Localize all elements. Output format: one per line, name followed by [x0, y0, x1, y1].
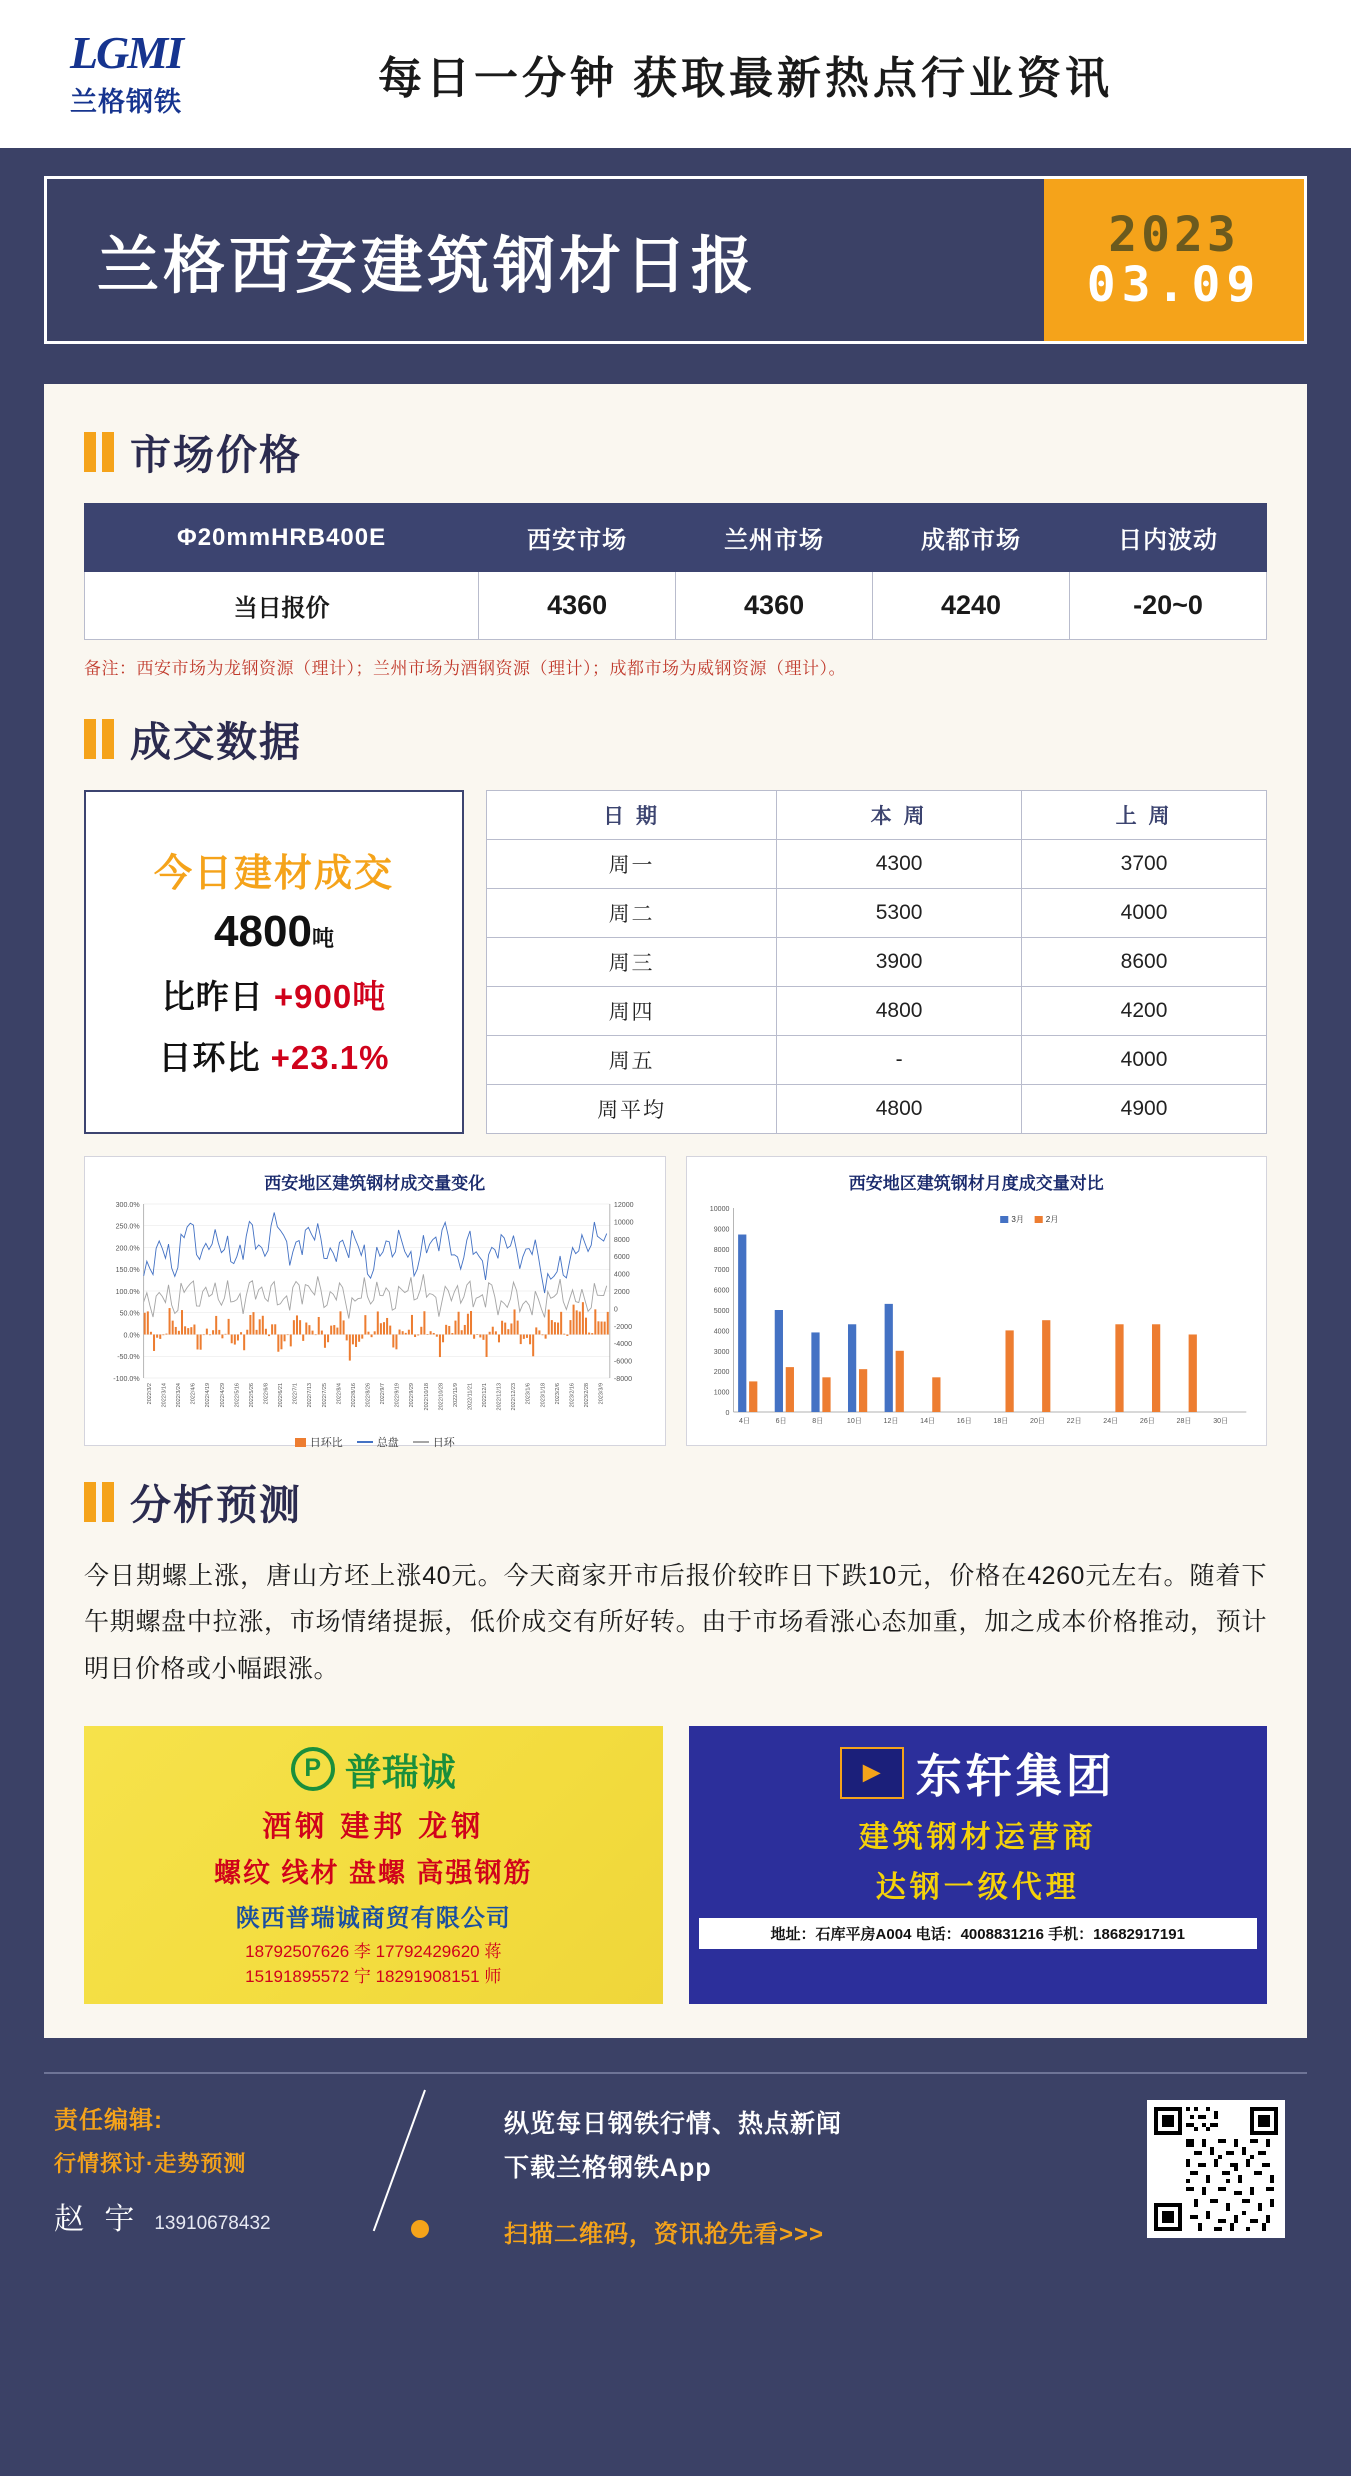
svg-text:4000: 4000: [713, 1328, 729, 1336]
logo-text: 兰格钢铁: [70, 86, 182, 117]
svg-text:2023/1/6: 2023/1/6: [525, 1383, 532, 1405]
price-note: 备注：西安市场为龙钢资源（理计）；兰州市场为酒钢资源（理计）；成都市场为威钢资源（理计）。: [84, 659, 846, 678]
svg-text:10日: 10日: [846, 1418, 862, 1425]
price-col-lanzhou: 兰州市场: [676, 504, 873, 572]
date-monthday: 03.09: [1086, 257, 1262, 313]
compare-yesterday-row: [162, 971, 387, 1018]
svg-text:50.0%: 50.0%: [119, 1310, 140, 1318]
price-col-xian: 西安市场: [479, 504, 676, 572]
section-analysis-title: 分析预测: [130, 1482, 302, 1528]
svg-text:2022/3/14: 2022/3/14: [161, 1383, 168, 1408]
promo-line2: 下载兰格钢铁App: [504, 2153, 712, 2182]
header-bar: [0, 0, 1351, 148]
chart-bar-canvas: [693, 1196, 1261, 1436]
svg-text:2022/6/8: 2022/6/8: [263, 1383, 270, 1405]
svg-text:18日: 18日: [992, 1418, 1008, 1425]
price-row-label: 当日报价: [85, 572, 479, 640]
price-col-chengdu: 成都市场: [873, 504, 1070, 572]
price-col-spec: Φ20mmHRB400E: [85, 504, 479, 572]
charts-row: [84, 1156, 1267, 1449]
table-row: [487, 889, 1267, 938]
svg-text:200.0%: 200.0%: [115, 1245, 140, 1253]
qr-code-icon[interactable]: [1147, 2100, 1285, 2238]
week-this: 4800: [777, 1085, 1022, 1134]
editor-name-row: [54, 2194, 384, 2238]
svg-text:2023/3/9: 2023/3/9: [598, 1383, 605, 1405]
legend-item: 总盘: [357, 1434, 399, 1450]
week-day: 周三: [487, 938, 777, 987]
today-deal-panel: [84, 790, 464, 1134]
qr-code-svg: [1154, 2107, 1278, 2231]
svg-text:2022/9/29: 2022/9/29: [409, 1383, 416, 1408]
logo: [26, 26, 226, 119]
ad-right-sub2: 达钢一级代理: [875, 1870, 1080, 1904]
svg-text:2000: 2000: [613, 1289, 630, 1296]
svg-text:2000: 2000: [713, 1369, 729, 1377]
price-value-xian: 4360: [479, 572, 676, 640]
section-deal-title: 成交数据: [130, 719, 302, 765]
price-table: [84, 503, 1267, 640]
week-last: 4900: [1022, 1085, 1267, 1134]
svg-text:2022/7/13: 2022/7/13: [307, 1383, 314, 1408]
header-slogan: 每日一分钟 获取最新热点行业资讯: [378, 54, 1113, 103]
svg-text:-6000: -6000: [613, 1358, 633, 1366]
content-card: [44, 384, 1307, 2038]
svg-text:9000: 9000: [713, 1226, 729, 1234]
svg-text:2022/8/16: 2022/8/16: [350, 1383, 357, 1408]
week-day: 周二: [487, 889, 777, 938]
table-header-row: [487, 791, 1267, 840]
editor-phone: 13910678432: [154, 2212, 271, 2234]
svg-text:12000: 12000: [613, 1202, 634, 1209]
svg-text:2022/4/6: 2022/4/6: [190, 1383, 197, 1405]
dongxuan-logo-icon: ►: [840, 1747, 904, 1799]
analysis-text: 今日期螺上涨，唐山方坯上涨40元。今天商家开市后报价较昨日下跌10元，价格在4260元左右。随着下午期螺盘中拉涨，市场情绪提振，低价成交有所好转。由于市场看涨心态加重，加之成本价格推动，预计明日价格或小幅跟涨。: [84, 1562, 1267, 1683]
section-deal-header: [84, 709, 1267, 768]
svg-text:0: 0: [613, 1306, 618, 1314]
svg-text:150.0%: 150.0%: [115, 1267, 140, 1275]
svg-text:2022/10/18: 2022/10/18: [423, 1383, 430, 1411]
svg-text:20日: 20日: [1029, 1418, 1045, 1425]
week-this: 5300: [777, 889, 1022, 938]
svg-text:3000: 3000: [713, 1348, 729, 1356]
week-last: 4200: [1022, 987, 1267, 1036]
ad-left-name: 普瑞诚: [344, 1751, 456, 1793]
svg-text:6000: 6000: [613, 1254, 630, 1262]
svg-text:300.0%: 300.0%: [115, 1202, 140, 1209]
week-col-last: 上 周: [1022, 791, 1267, 840]
week-this: -: [777, 1036, 1022, 1085]
svg-text:2022/4/29: 2022/4/29: [219, 1383, 226, 1408]
svg-text:2023/2/16: 2023/2/16: [569, 1383, 576, 1408]
chart-line-canvas: [91, 1196, 659, 1436]
today-deal-amount: [214, 907, 334, 957]
footer-editor: [54, 2100, 384, 2238]
compare-yesterday-value: +900吨: [273, 977, 387, 1015]
ad-right-address: 地址：石库平房A004 电话：4008831216 手机：18682917191: [699, 1918, 1258, 1949]
section-price-header: [84, 422, 1267, 481]
ad-right-sub1: 建筑钢材运营商: [858, 1820, 1097, 1854]
title-block: [44, 176, 1307, 344]
svg-text:2023/2/6: 2023/2/6: [554, 1383, 561, 1405]
date-year: 2023: [1108, 206, 1240, 263]
promo-line1: 纵览每日钢铁行情、热点新闻: [504, 2109, 843, 2138]
table-row: [487, 1085, 1267, 1134]
svg-text:2022/10/28: 2022/10/28: [438, 1383, 445, 1411]
svg-text:2022/4/19: 2022/4/19: [205, 1383, 212, 1408]
footer-promo: [504, 2100, 1147, 2249]
svg-text:250.0%: 250.0%: [115, 1223, 140, 1231]
price-value-fluctuation: -20~0: [1070, 572, 1267, 640]
table-row: [487, 1036, 1267, 1085]
svg-text:2022/6/21: 2022/6/21: [278, 1383, 285, 1408]
price-col-fluctuation: 日内波动: [1070, 504, 1267, 572]
svg-text:2022/9/19: 2022/9/19: [394, 1383, 401, 1408]
ad-dongxuan[interactable]: [689, 1726, 1268, 2004]
ad-puruicheng[interactable]: [84, 1726, 663, 2004]
svg-text:16日: 16日: [956, 1418, 972, 1425]
section-bars-icon: [84, 432, 114, 472]
svg-text:5000: 5000: [713, 1308, 729, 1315]
compare-yesterday-label: 比昨日: [161, 977, 264, 1015]
deal-wrap: [84, 790, 1267, 1134]
svg-text:2022/5/16: 2022/5/16: [234, 1383, 241, 1408]
svg-text:4000: 4000: [613, 1271, 630, 1279]
ring-ratio-row: [158, 1032, 389, 1079]
svg-text:3月: 3月: [1010, 1215, 1024, 1224]
svg-text:2月: 2月: [1045, 1215, 1058, 1224]
week-day: 周四: [487, 987, 777, 1036]
svg-text:-50.0%: -50.0%: [117, 1354, 140, 1362]
ads-row: [84, 1726, 1267, 2004]
today-deal-title: 今日建材成交: [153, 852, 394, 895]
svg-text:0.0%: 0.0%: [123, 1332, 140, 1340]
editor-label: 责任编辑:: [54, 2106, 163, 2134]
svg-text:22日: 22日: [1066, 1418, 1082, 1425]
week-this: 4800: [777, 987, 1022, 1036]
table-row: [487, 840, 1267, 889]
weekly-table: [486, 790, 1267, 1134]
price-value-chengdu: 4240: [873, 572, 1070, 640]
svg-text:6000: 6000: [713, 1287, 729, 1295]
divider-dot-icon: [411, 2220, 429, 2238]
ad-left-title-row: [94, 1742, 653, 1796]
p-logo-icon: P: [291, 1747, 335, 1791]
svg-text:2022/11/9: 2022/11/9: [452, 1383, 459, 1407]
week-col-this: 本 周: [777, 791, 1022, 840]
svg-text:28日: 28日: [1176, 1418, 1192, 1425]
ring-ratio-label: 日环比: [158, 1038, 261, 1076]
svg-text:2022/7/1: 2022/7/1: [292, 1383, 299, 1405]
ad-left-brands: 酒钢 建邦 龙钢: [262, 1810, 485, 1843]
svg-text:7000: 7000: [713, 1267, 729, 1275]
week-last: 3700: [1022, 840, 1267, 889]
chart-bar-box: [686, 1156, 1268, 1446]
table-row: [487, 938, 1267, 987]
svg-text:2022/9/7: 2022/9/7: [380, 1383, 387, 1405]
section-bars-icon: [84, 1482, 114, 1522]
price-value-lanzhou: 4360: [676, 572, 873, 640]
svg-text:6日: 6日: [775, 1418, 787, 1425]
week-this: 4300: [777, 840, 1022, 889]
svg-text:-100.0%: -100.0%: [113, 1376, 140, 1383]
svg-text:12日: 12日: [883, 1418, 899, 1425]
title-date: [1044, 179, 1304, 341]
svg-text:1000: 1000: [713, 1389, 729, 1397]
svg-text:-4000: -4000: [613, 1341, 633, 1349]
week-day: 周平均: [487, 1085, 777, 1134]
week-col-date: 日 期: [487, 791, 777, 840]
editor-name: 赵 宇: [54, 2202, 141, 2236]
section-price-title: 市场价格: [130, 432, 302, 478]
week-last: 4000: [1022, 889, 1267, 938]
svg-text:8日: 8日: [811, 1418, 823, 1425]
chart-line-box: [84, 1156, 666, 1449]
ad-right-name: 东轩集团: [915, 1749, 1116, 1802]
svg-text:2022/3/24: 2022/3/24: [176, 1383, 183, 1408]
svg-text:100.0%: 100.0%: [115, 1289, 140, 1296]
svg-text:-2000: -2000: [613, 1323, 633, 1331]
svg-text:2022/11/21: 2022/11/21: [467, 1383, 474, 1411]
svg-text:-8000: -8000: [613, 1376, 633, 1383]
page-title: 兰格西安建筑钢材日报: [97, 231, 758, 301]
svg-text:2022/8/4: 2022/8/4: [336, 1383, 343, 1405]
table-row: [85, 572, 1267, 640]
section-bars-icon: [84, 719, 114, 759]
logo-mark: LGMI: [69, 26, 183, 78]
chart-line-title: 西安地区建筑钢材成交量变化: [264, 1174, 486, 1193]
ad-right-title-row: [699, 1740, 1258, 1806]
chart-bar-title: 西安地区建筑钢材月度成交量对比: [848, 1174, 1104, 1193]
svg-text:2022/5/26: 2022/5/26: [248, 1383, 255, 1408]
svg-text:2023/2/28: 2023/2/28: [583, 1383, 591, 1408]
week-day: 周一: [487, 840, 777, 889]
ad-left-contacts: [94, 1939, 653, 1990]
weekly-table-wrap: [486, 790, 1267, 1134]
ad-left-products: 螺纹 线材 盘螺 高强钢筋: [213, 1857, 533, 1888]
svg-text:26日: 26日: [1139, 1418, 1155, 1425]
svg-text:2022/12/23: 2022/12/23: [511, 1383, 518, 1411]
ad-left-contacts-line2: 15191895572 宁 18291908151 师: [245, 1967, 502, 1987]
promo-line3: 扫描二维码，资讯抢先看>>>: [504, 2220, 825, 2248]
svg-text:0: 0: [725, 1410, 729, 1417]
table-header-row: [85, 504, 1267, 572]
svg-text:2023/1/18: 2023/1/18: [540, 1383, 547, 1408]
svg-text:24日: 24日: [1102, 1418, 1118, 1425]
svg-text:2022/12/1: 2022/12/1: [482, 1383, 489, 1408]
table-row: [487, 987, 1267, 1036]
svg-text:8000: 8000: [713, 1246, 729, 1254]
chart-line-legend: [91, 1434, 659, 1450]
svg-text:2022/3/2: 2022/3/2: [146, 1383, 153, 1405]
week-last: 8600: [1022, 938, 1267, 987]
editor-tags: 行情探讨·走势预测: [54, 2150, 247, 2176]
legend-item: 日环比: [295, 1434, 343, 1450]
svg-text:4日: 4日: [738, 1418, 750, 1425]
svg-text:10000: 10000: [709, 1206, 729, 1213]
week-last: 4000: [1022, 1036, 1267, 1085]
svg-text:8000: 8000: [613, 1236, 630, 1244]
svg-text:2022/12/13: 2022/12/13: [496, 1383, 503, 1411]
ad-left-company: 陕西普瑞诚商贸有限公司: [235, 1904, 511, 1932]
week-day: 周五: [487, 1036, 777, 1085]
footer: [44, 2072, 1307, 2272]
today-deal-amount-value: 4800: [214, 906, 312, 956]
ring-ratio-value: +23.1%: [270, 1038, 390, 1076]
svg-text:14日: 14日: [919, 1418, 935, 1425]
week-this: 3900: [777, 938, 1022, 987]
footer-qr[interactable]: [1147, 2100, 1297, 2238]
ad-left-contacts-line1: 18792507626 李 17792429620 蒋: [245, 1941, 502, 1961]
legend-item: 日环: [413, 1434, 455, 1450]
svg-text:2022/8/26: 2022/8/26: [365, 1383, 372, 1408]
svg-text:30日: 30日: [1212, 1418, 1228, 1425]
svg-text:2022/7/25: 2022/7/25: [321, 1383, 328, 1408]
section-analysis-header: [84, 1472, 1267, 1531]
today-deal-amount-unit: 吨: [311, 925, 334, 951]
svg-text:10000: 10000: [613, 1219, 634, 1227]
